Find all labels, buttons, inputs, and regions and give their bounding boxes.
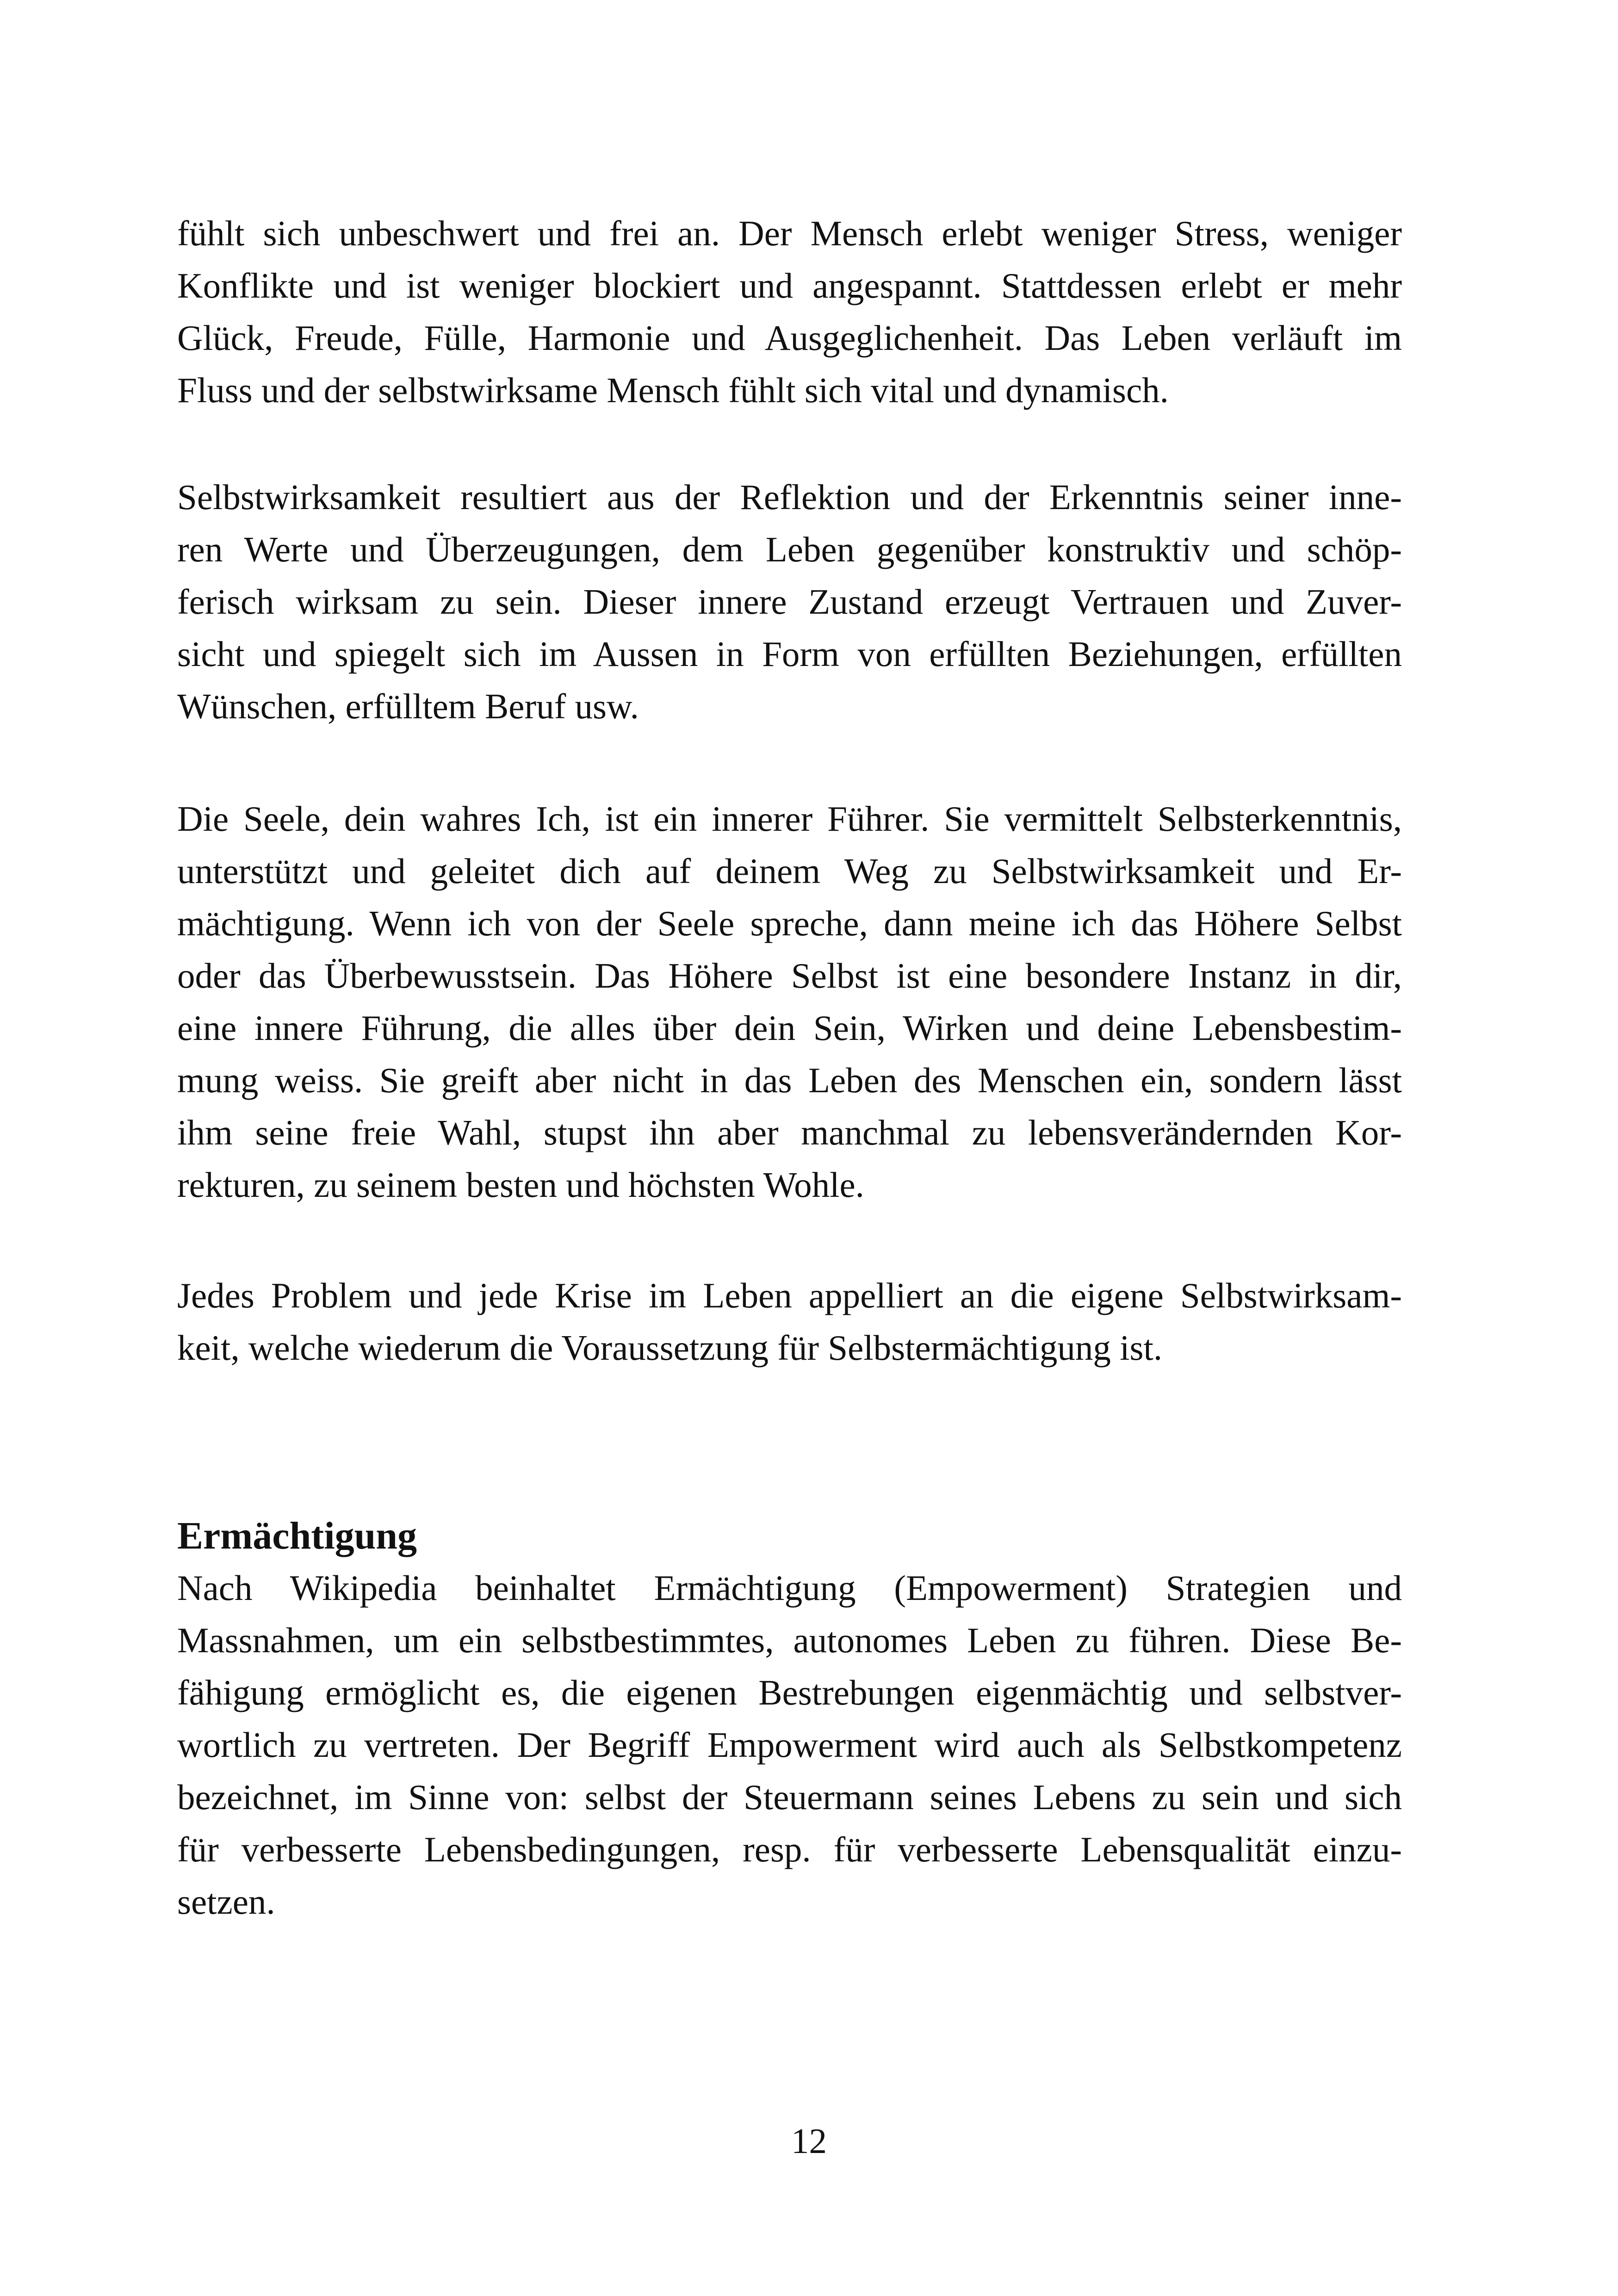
paragraph-1 <box>177 207 1402 417</box>
text-line: Nach Wikipedia beinhaltet Ermächtigung (Empowerment) Strategien und <box>177 1568 1402 1608</box>
text-line: Fluss und der selbstwirksame Mensch fühlt sich vital und dynamisch. <box>177 370 1169 410</box>
text-line: fähigung ermöglicht es, die eigenen Bestrebungen eigenmächtig und selbstver- <box>177 1673 1402 1712</box>
text-line: ferisch wirksam zu sein. Dieser innere Zustand erzeugt Vertrauen und Zuver- <box>177 582 1402 622</box>
text-line: bezeichnet, im Sinne von: selbst der Steuermann seines Lebens zu sein und sich <box>177 1777 1402 1817</box>
text-line: rekturen, zu seinem besten und höchsten Wohle. <box>177 1165 864 1205</box>
paragraph-4 <box>177 1269 1402 1374</box>
text-line: Die Seele, dein wahres Ich, ist ein innerer Führer. Sie vermittelt Selbsterkenntnis, <box>177 799 1402 839</box>
text-line: Massnahmen, um ein selbstbestimmtes, autonomes Leben zu führen. Diese Be- <box>177 1620 1402 1660</box>
section-heading: Ermächtigung <box>177 1514 417 1557</box>
text-line: Jedes Problem und jede Krise im Leben appelliert an die eigene Selbstwirksam- <box>177 1276 1402 1315</box>
text-line: Konflikte und ist weniger blockiert und angespannt. Stattdessen erlebt er mehr <box>177 266 1402 305</box>
paragraph-2 <box>177 471 1402 733</box>
text-line: sicht und spiegelt sich im Aussen in Form von erfüllten Beziehungen, erfüllten <box>177 634 1402 674</box>
text-line: Glück, Freude, Fülle, Harmonie und Ausgeglichenheit. Das Leben verläuft im <box>177 318 1402 358</box>
text-line: mung weiss. Sie greift aber nicht in das Leben des Menschen ein, sondern lässt <box>177 1060 1402 1100</box>
text-line: ihm seine freie Wahl, stupst ihn aber manchmal zu lebensverändernden Kor- <box>177 1113 1402 1152</box>
text-line: Selbstwirksamkeit resultiert aus der Reflektion und der Erkenntnis seiner inne- <box>177 477 1402 517</box>
text-line: setzen. <box>177 1882 275 1922</box>
text-line: unterstützt und geleitet dich auf deinem Weg zu Selbstwirksamkeit und Er- <box>177 851 1402 891</box>
text-line: Wünschen, erfülltem Beruf usw. <box>177 686 639 726</box>
text-line: eine innere Führung, die alles über dein Sein, Wirken und deine Lebensbestim- <box>177 1008 1402 1048</box>
section-paragraph <box>177 1562 1402 1928</box>
text-line: ren Werte und Überzeugungen, dem Leben gegenüber konstruktiv und schöp- <box>177 529 1402 569</box>
page-number: 12 <box>791 2121 827 2161</box>
text-line: fühlt sich unbeschwert und frei an. Der Mensch erlebt weniger Stress, weniger <box>177 213 1402 253</box>
paragraph-3 <box>177 793 1402 1211</box>
text-line: wortlich zu vertreten. Der Begriff Empowerment wird auch als Selbstkompetenz <box>177 1725 1402 1765</box>
text-line: für verbesserte Lebensbedingungen, resp. für verbesserte Lebensqualität einzu- <box>177 1829 1402 1869</box>
text-line: oder das Überbewusstsein. Das Höhere Selbst ist eine besondere Instanz in dir, <box>177 956 1402 996</box>
text-line: keit, welche wiederum die Voraussetzung für Selbstermächtigung ist. <box>177 1328 1163 1368</box>
text-line: mächtigung. Wenn ich von der Seele spreche, dann meine ich das Höhere Selbst <box>177 903 1402 943</box>
